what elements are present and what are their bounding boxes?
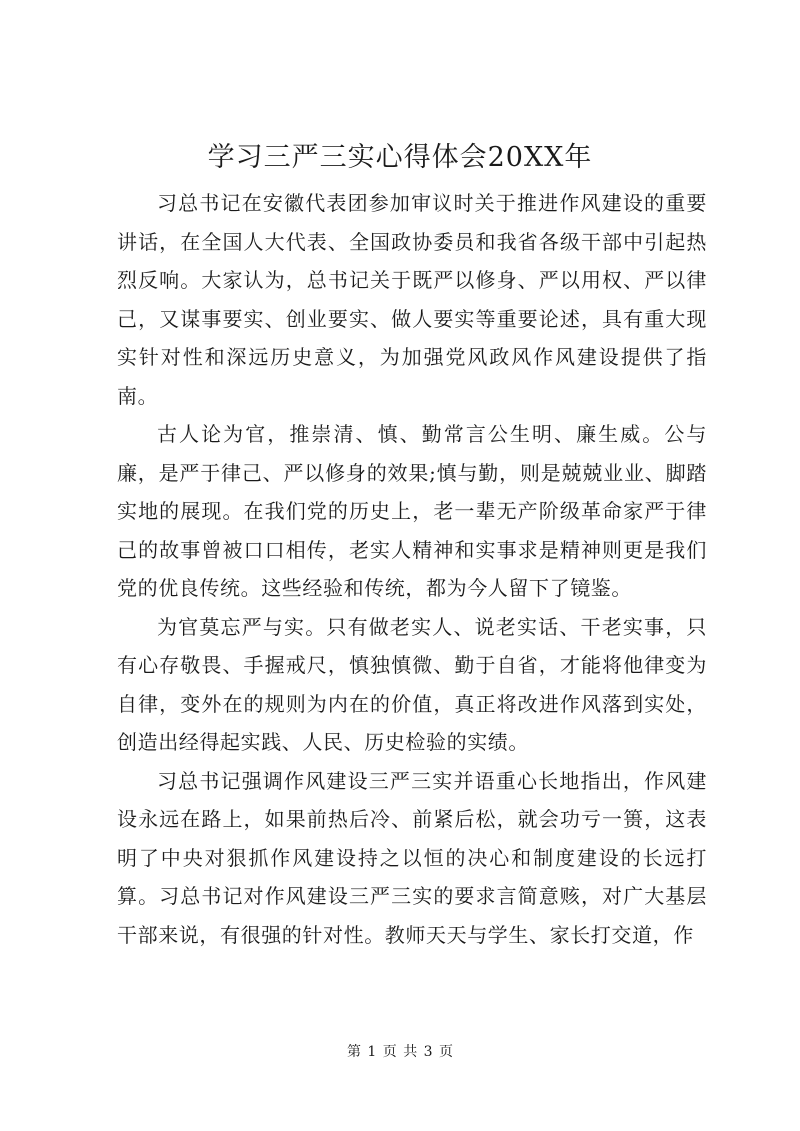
paragraph: 为官莫忘严与实。只有做老实人、说老实话、干老实事，只有心存敬畏、手握戒尺，慎独慎微、勤于自省，才能将他律变为自律，变外在的规则为内在的价值，真正将改进作风落到实处，创造出经得起实践、人民、历史检验的实绩。 bbox=[117, 614, 707, 754]
paragraph: 古人论为官，推崇清、慎、勤常言公生明、廉生威。公与廉，是严于律己、严以修身的效果;慎与勤，则是兢兢业业、脚踏实地的展现。在我们党的历史上，老一辈无产阶级革命家严于律己的故事曾被口口相传，老实人精神和实事求是精神则更是我们党的优良传统。这些经验和传统，都为今人留下了镜鉴。 bbox=[117, 422, 707, 600]
page-footer bbox=[0, 1042, 800, 1062]
document-body bbox=[117, 184, 707, 954]
paragraph: 习总书记强调作风建设三严三实并语重心长地指出，作风建设永远在路上，如果前热后冷、前紧后松，就会功亏一篑，这表明了中央对狠抓作风建设持之以恒的决心和制度建设的长远打算。习总书记对作风建设三严三实的要求言简意赅，对广大基层干部来说，有很强的针对性。教师天天与学生、家长打交道，作 bbox=[117, 768, 707, 947]
document-title: 学习三严三实心得体会20XX年 bbox=[207, 142, 593, 173]
page-number-text: 第 1 页 共 3 页 bbox=[346, 1044, 454, 1060]
paragraph: 习总书记在安徽代表团参加审议时关于推进作风建设的重要讲话，在全国人大代表、全国政协委员和我省各级干部中引起热烈反响。大家认为，总书记关于既严以修身、严以用权、严以律己，又谋事要实、创业要实、做人要实等重要论述，具有重大现实针对性和深远历史意义，为加强党风政风作风建设提供了指南。 bbox=[117, 191, 707, 408]
